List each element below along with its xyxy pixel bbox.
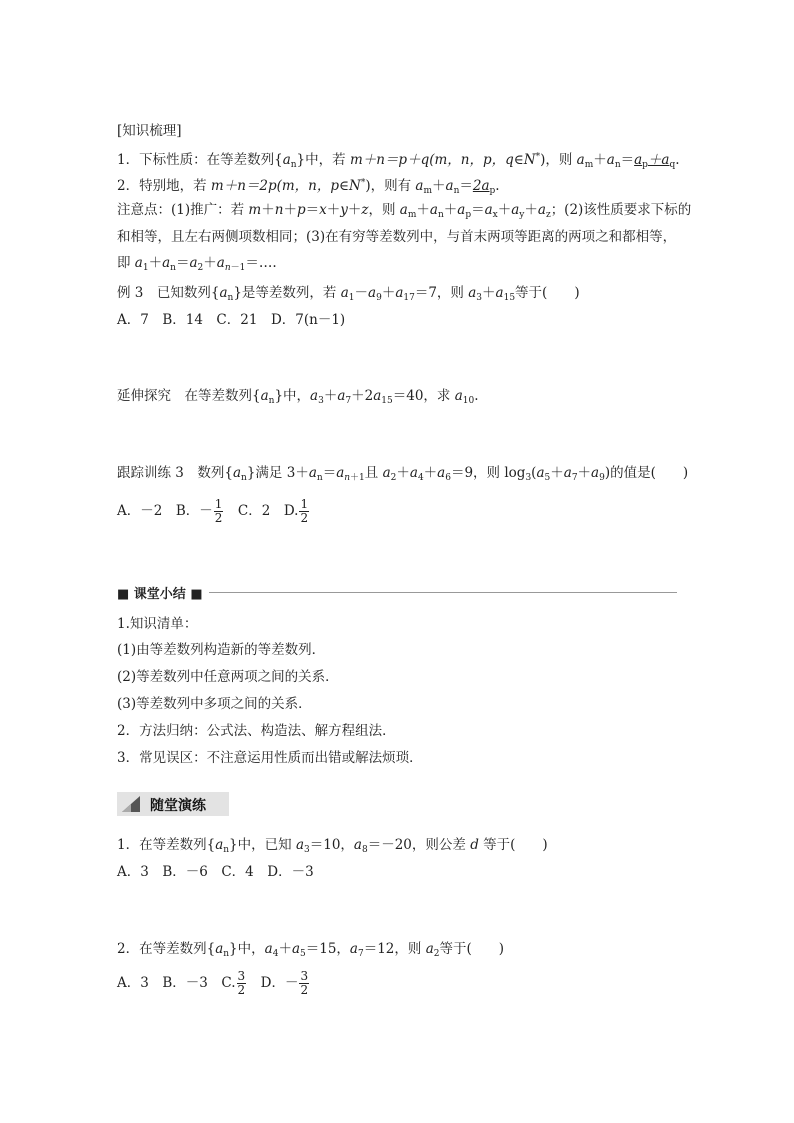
practice-question-2-options: A．3 B．－3 C. $\frac{3}{2}$ D．－ $\frac{3}{2}$ [117,969,309,997]
knowledge-note-line-1: 注意点：(1)推广：若 m＋n＋p＝x＋y＋z，则 $a_m+a_n+a_p=a_x+a_y+a_z$；(2)该性质要求下标的 [117,202,692,220]
knowledge-item-2: 2．特别地，若 m＋n＝2p(m，n，p∈N*)，则有 $a_m+a_n=2a_p$. [117,178,500,196]
summary-line: (1)由等差数列构造新的等差数列． [117,642,326,658]
practice-question-2: 2．在等差数列$\{a_n\}$中，$a_4+a_5=15$，$a_7=12$，则 $a_2$等于( ) [117,941,505,959]
extension-question: 延伸探究 在等差数列$\{a_n\}$中，$a_3+a_7+2a_{15}=40$，求 $a_{10}$. [117,388,479,406]
practice-banner-title: 随堂演练 [150,798,206,814]
knowledge-note-line-2: 和相等，且左右两侧项数相同；(3)在有穷等差数列中，与首末两项等距离的两项之和都相等， [117,229,677,245]
practice-banner [117,792,229,816]
follow-3-question: 跟踪训练 3 数列$\{a_n\}$满足 $3+a_n=a_{n+1}$且 $a_2+a_4+a_6=9$，则 $\log_3(a_5+a_7+a_9)$的值是( ) [117,465,689,483]
fraction-one-half: $\frac{1}{2}$ [300,497,309,525]
summary-line: 3．常见误区：不注意运用性质而出错或解法烦琐． [117,750,423,766]
summary-line: 1.知识清单： [117,616,198,632]
knowledge-heading: [知识梳理] [117,123,182,139]
knowledge-note-line-3: 即 $a_1+a_n=a_2+a_{n-1}=\dots$. [117,255,277,273]
summary-line: 2．方法归纳：公式法、构造法、解方程组法． [117,723,396,739]
summary-section-header [117,583,677,601]
example-3-question: 例 3 已知数列$\{a_n\}$是等差数列，若 $a_1-a_9+a_{17}=7$，则 $a_3+a_{15}$等于( ) [117,285,580,303]
practice-question-1-options: A．3 B．－6 C．4 D．－3 [117,864,314,880]
follow-3-options: A．－2 B．－ $\frac{1}{2}$ C．2 D. $\frac{1}{2}$ [117,497,309,525]
practice-question-1: 1．在等差数列$\{a_n\}$中，已知 $a_3=10$，$a_8=-20$，则公差 d 等于( ) [117,837,548,855]
fraction-three-halves: $\frac{3}{2}$ [300,969,309,997]
pencil-icon [120,794,142,814]
example-3-options: A．7 B．14 C．21 D．7(n－1) [117,312,346,328]
summary-line: (3)等差数列中多项之间的关系． [117,696,312,712]
fraction-one-half: $\frac{1}{2}$ [214,497,223,525]
summary-line: (2)等差数列中任意两项之间的关系． [117,669,339,685]
fraction-three-halves: $\frac{3}{2}$ [237,969,246,997]
knowledge-item-1: 1．下标性质：在等差数列$\{a_n\}$中，若 m＋n＝p＋q(m，n，p，q∈N*)，则 $a_m+a_n=a_p+a_q$. [117,152,680,170]
summary-heading: ■ 课堂小结 ■ [117,583,209,602]
